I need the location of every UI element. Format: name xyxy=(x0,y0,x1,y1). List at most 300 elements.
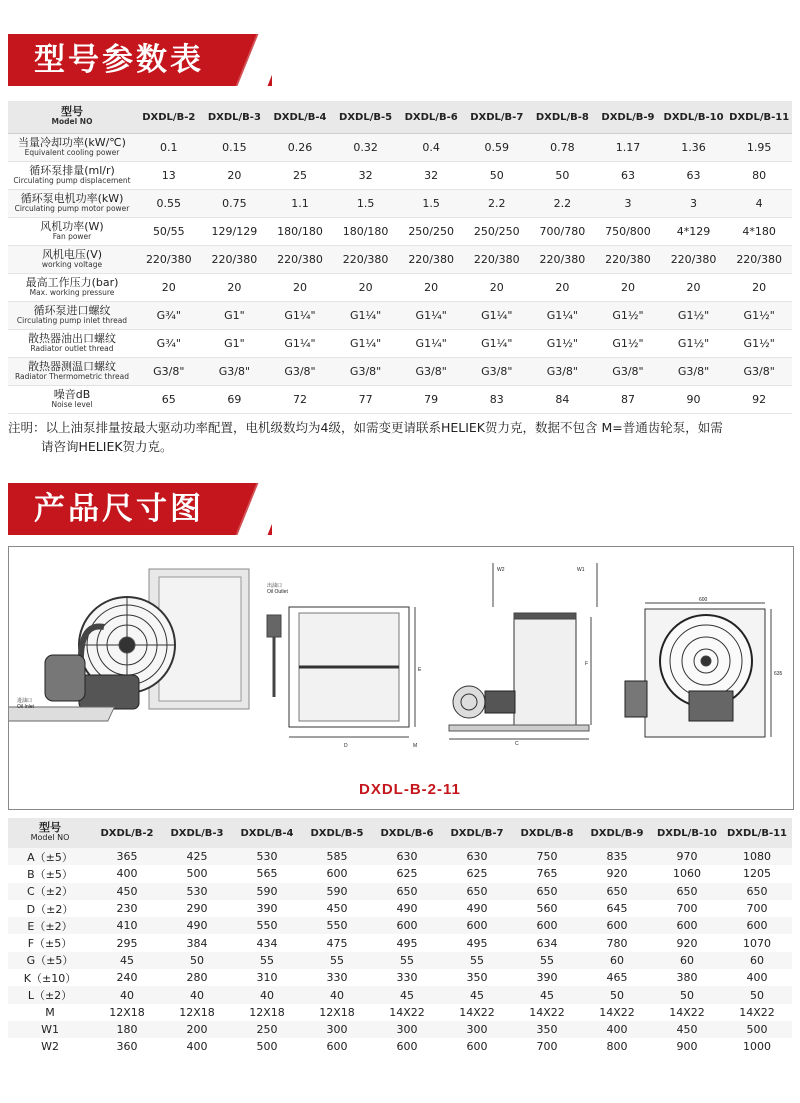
dim-m-label: M xyxy=(413,743,418,749)
table-cell: 0.4 xyxy=(398,134,464,162)
row-label xyxy=(8,386,136,414)
table-cell: 2.2 xyxy=(530,190,596,218)
table-cell: 1060 xyxy=(673,867,701,881)
row-label xyxy=(8,134,136,162)
row-label-cn: 最高工作压力(bar) xyxy=(25,275,119,289)
table-cell: G3/8" xyxy=(136,358,202,386)
row-label-en: working voltage xyxy=(41,259,103,269)
table-row xyxy=(8,162,792,190)
row-label-en: Noise level xyxy=(51,399,93,409)
table-cell: 200 xyxy=(162,1021,232,1038)
table-cell: 14X22 xyxy=(599,1005,635,1019)
table-cell: 20 xyxy=(661,274,727,302)
table-row xyxy=(8,302,792,330)
table-cell: 220/380 xyxy=(136,246,202,274)
table-cell: 920 xyxy=(606,867,628,881)
row-label-cn: 散热器测温口螺纹 xyxy=(28,359,116,373)
table-cell: 90 xyxy=(661,386,727,414)
table-cell: 92 xyxy=(726,386,792,414)
table-cell: G3/8" xyxy=(398,358,464,386)
dimension-drawing xyxy=(8,546,794,810)
row-label xyxy=(8,302,136,330)
table-cell: G1¼" xyxy=(267,330,333,358)
table-cell: 250/250 xyxy=(464,218,530,246)
table-cell: 40 xyxy=(232,986,302,1003)
dims-model-no-header-cn: 型号 xyxy=(39,821,61,834)
table-cell: 495 xyxy=(396,936,418,950)
table-cell: G¾" xyxy=(136,330,202,358)
table-cell: 0.59 xyxy=(464,134,530,162)
table-cell: 1.95 xyxy=(726,134,792,162)
table-cell: 800 xyxy=(606,1040,628,1054)
table-row xyxy=(8,969,792,986)
table-cell: 300 xyxy=(372,1021,442,1038)
table-cell: G1½" xyxy=(726,302,792,330)
table-cell: 69 xyxy=(202,386,268,414)
table-cell: 550 xyxy=(302,917,372,934)
note-line-1: 注明：以上油泵排量按最大驱动功率配置，电机级数均为4级，如需变更请联系HELIEK贺力克，数据不包含 M=普通齿轮泵，如需 xyxy=(8,420,723,435)
table-cell: 390 xyxy=(536,971,558,985)
model-no-header-cn: 型号 xyxy=(61,105,83,118)
table-cell: 55 xyxy=(302,952,372,969)
row-label xyxy=(8,162,136,190)
model-header: DXDL/B-4 xyxy=(267,101,333,134)
dims-model-header: DXDL/B-9 xyxy=(582,818,652,848)
table-row xyxy=(8,190,792,218)
table-cell: 310 xyxy=(256,971,278,985)
table-cell: G¾" xyxy=(136,302,202,330)
row-label-cn: 散热器油出口螺纹 xyxy=(28,331,116,345)
table-cell: 300 xyxy=(442,1021,512,1038)
table-cell: 360 xyxy=(116,1040,138,1054)
table-row xyxy=(8,330,792,358)
table-row xyxy=(8,952,792,969)
table-row xyxy=(8,246,792,274)
table-cell: 350 xyxy=(466,971,488,985)
table-cell: 220/380 xyxy=(267,246,333,274)
table-row xyxy=(8,134,792,162)
table-cell: 600 xyxy=(396,1040,418,1054)
table-cell: 40 xyxy=(92,986,162,1003)
row-label-cn: 循环泵进口螺纹 xyxy=(33,303,111,317)
table-cell: 300 xyxy=(302,1021,372,1038)
table-row xyxy=(8,1004,792,1021)
table-cell: 220/380 xyxy=(595,246,661,274)
table-cell: 0.1 xyxy=(136,134,202,162)
row-label xyxy=(8,246,136,274)
table-cell: G1¼" xyxy=(464,302,530,330)
oil-inlet-en-label: Oil Inlet xyxy=(17,704,34,710)
dims-section-title: 产品尺寸图 xyxy=(34,491,204,527)
row-label-en: Circulating pump motor power xyxy=(14,203,130,213)
table-cell: 14X22 xyxy=(739,1005,775,1019)
table-cell: 20 xyxy=(530,274,596,302)
table-cell: 14X22 xyxy=(529,1005,565,1019)
model-header: DXDL/B-8 xyxy=(530,101,596,134)
table-cell: 700 xyxy=(746,902,768,916)
table-cell: 530 xyxy=(232,848,302,865)
table-cell: 80 xyxy=(726,162,792,190)
table-cell: 450 xyxy=(92,883,162,900)
table-cell: 1.5 xyxy=(333,190,399,218)
table-cell: G3/8" xyxy=(661,358,727,386)
table-cell: 450 xyxy=(326,902,348,916)
table-cell: 920 xyxy=(676,936,698,950)
table-cell: 20 xyxy=(464,274,530,302)
table-cell: 400 xyxy=(116,867,138,881)
table-cell: 180 xyxy=(92,1021,162,1038)
dims-section-banner xyxy=(8,483,272,535)
table-cell: 55 xyxy=(232,952,302,969)
table-cell: 63 xyxy=(595,162,661,190)
table-cell: 32 xyxy=(398,162,464,190)
dims-table xyxy=(8,818,792,1056)
dims-model-header: DXDL/B-6 xyxy=(372,818,442,848)
drawing-svg xyxy=(9,547,793,809)
dim-w2-label: W2 xyxy=(497,567,505,573)
table-cell: G3/8" xyxy=(333,358,399,386)
table-cell: 220/380 xyxy=(333,246,399,274)
table-cell: 250/250 xyxy=(398,218,464,246)
table-cell: 1070 xyxy=(743,936,771,950)
table-cell: 585 xyxy=(302,848,372,865)
model-header: DXDL/B-5 xyxy=(333,101,399,134)
side-view xyxy=(449,563,597,739)
table-cell: 600 xyxy=(466,1040,488,1054)
dims-model-header: DXDL/B-11 xyxy=(722,818,792,848)
params-section-banner xyxy=(8,34,272,86)
table-row xyxy=(8,865,792,882)
row-label xyxy=(8,358,136,386)
table-cell: 590 xyxy=(232,883,302,900)
table-cell: 63 xyxy=(661,162,727,190)
model-header: DXDL/B-7 xyxy=(464,101,530,134)
row-label-en: Equivalent cooling power xyxy=(24,147,120,157)
table-cell: 230 xyxy=(116,902,138,916)
dim-w1-label: W1 xyxy=(577,567,585,573)
dim-635-label: 635 xyxy=(774,671,783,677)
table-row xyxy=(8,1021,792,1038)
dims-row-label: M xyxy=(45,1005,55,1019)
params-header-row xyxy=(8,101,792,134)
table-cell: 40 xyxy=(162,986,232,1003)
table-cell: 365 xyxy=(92,848,162,865)
table-cell: 50 xyxy=(722,986,792,1003)
table-cell: G1¼" xyxy=(398,302,464,330)
table-cell: 590 xyxy=(302,883,372,900)
table-row xyxy=(8,848,792,865)
table-cell: 13 xyxy=(136,162,202,190)
table-cell: 20 xyxy=(267,274,333,302)
table-cell: 765 xyxy=(536,867,558,881)
table-cell: 400 xyxy=(746,971,768,985)
table-cell: G1½" xyxy=(726,330,792,358)
table-cell: 600 xyxy=(722,917,792,934)
table-cell: 83 xyxy=(464,386,530,414)
table-cell: 400 xyxy=(582,1021,652,1038)
table-cell: 600 xyxy=(652,917,722,934)
dims-row-label: A（±5） xyxy=(8,848,92,865)
table-cell: 434 xyxy=(256,936,278,950)
params-table xyxy=(8,101,792,414)
table-cell: 45 xyxy=(92,952,162,969)
table-cell: 77 xyxy=(333,386,399,414)
dims-row-label: W2 xyxy=(41,1040,59,1054)
oil-outlet-cn-label: 出油口 xyxy=(267,583,283,589)
model-no-header xyxy=(8,101,136,134)
table-cell: 180/180 xyxy=(267,218,333,246)
row-label-cn: 循环泵电机功率(kW) xyxy=(20,191,124,205)
table-cell: 0.32 xyxy=(333,134,399,162)
table-cell: 750/800 xyxy=(595,218,661,246)
table-cell: 600 xyxy=(372,917,442,934)
table-cell: 60 xyxy=(722,952,792,969)
table-cell: 600 xyxy=(582,917,652,934)
table-cell: 32 xyxy=(333,162,399,190)
table-cell: 87 xyxy=(595,386,661,414)
table-cell: 350 xyxy=(512,1021,582,1038)
table-cell: G1¼" xyxy=(333,302,399,330)
table-cell: 180/180 xyxy=(333,218,399,246)
table-cell: 500 xyxy=(256,1040,278,1054)
table-cell: 129/129 xyxy=(202,218,268,246)
table-row xyxy=(8,218,792,246)
table-cell: G1¼" xyxy=(267,302,333,330)
model-header: DXDL/B-3 xyxy=(202,101,268,134)
table-cell: 25 xyxy=(267,162,333,190)
table-cell: 750 xyxy=(512,848,582,865)
table-cell: 490 xyxy=(162,917,232,934)
dims-model-header: DXDL/B-2 xyxy=(92,818,162,848)
table-row xyxy=(8,274,792,302)
table-cell: 60 xyxy=(582,952,652,969)
table-cell: 20 xyxy=(202,274,268,302)
table-cell: 650 xyxy=(442,883,512,900)
dims-row-label: L（±2） xyxy=(8,986,92,1003)
table-cell: 490 xyxy=(396,902,418,916)
table-row xyxy=(8,1038,792,1055)
table-cell: 20 xyxy=(202,162,268,190)
table-cell: 390 xyxy=(256,902,278,916)
table-cell: 220/380 xyxy=(661,246,727,274)
dims-model-header: DXDL/B-8 xyxy=(512,818,582,848)
row-label xyxy=(8,274,136,302)
table-cell: 650 xyxy=(722,883,792,900)
row-label xyxy=(8,330,136,358)
table-cell: 0.15 xyxy=(202,134,268,162)
row-label xyxy=(8,218,136,246)
table-cell: 0.75 xyxy=(202,190,268,218)
table-cell: 55 xyxy=(442,952,512,969)
table-cell: 50 xyxy=(464,162,530,190)
dims-row-label: D（±2） xyxy=(26,902,74,916)
table-cell: 600 xyxy=(326,1040,348,1054)
model-no-header-en: Model NO xyxy=(51,117,93,126)
table-cell: 650 xyxy=(512,883,582,900)
table-cell: G1½" xyxy=(595,302,661,330)
row-label-en: Radiator outlet thread xyxy=(30,343,114,353)
table-cell: 600 xyxy=(326,867,348,881)
dims-row-label: E（±2） xyxy=(8,917,92,934)
table-cell: 220/380 xyxy=(464,246,530,274)
table-cell: 50 xyxy=(582,986,652,1003)
dims-model-header: DXDL/B-7 xyxy=(442,818,512,848)
table-cell: 295 xyxy=(116,936,138,950)
table-cell: 500 xyxy=(722,1021,792,1038)
table-cell: 50 xyxy=(652,986,722,1003)
table-cell: 12X18 xyxy=(109,1005,145,1019)
table-cell: 700 xyxy=(676,902,698,916)
table-cell: 55 xyxy=(372,952,442,969)
table-cell: 0.78 xyxy=(530,134,596,162)
table-cell: 220/380 xyxy=(202,246,268,274)
drawing-caption: DXDL-B-2-11 xyxy=(359,781,461,798)
table-cell: 220/380 xyxy=(530,246,596,274)
dims-header-row xyxy=(8,818,792,848)
table-cell: 400 xyxy=(186,1040,208,1054)
table-cell: 12X18 xyxy=(249,1005,285,1019)
table-cell: 79 xyxy=(398,386,464,414)
dim-e-label: E xyxy=(418,667,422,673)
table-cell: 650 xyxy=(582,883,652,900)
table-cell: G3/8" xyxy=(202,358,268,386)
isometric-view xyxy=(9,569,249,721)
table-cell: G1½" xyxy=(661,302,727,330)
dims-row-label: C（±2） xyxy=(8,883,92,900)
table-cell: 45 xyxy=(372,986,442,1003)
table-cell: G1¼" xyxy=(333,330,399,358)
model-header: DXDL/B-2 xyxy=(136,101,202,134)
row-label xyxy=(8,190,136,218)
dims-model-no-header xyxy=(8,818,92,848)
table-cell: 50/55 xyxy=(136,218,202,246)
dims-model-no-header-en: Model NO xyxy=(30,833,70,842)
table-cell: 4*129 xyxy=(661,218,727,246)
dims-row-label: B（±5） xyxy=(27,867,73,881)
table-cell: 630 xyxy=(372,848,442,865)
row-label-cn: 风机电压(V) xyxy=(41,247,103,261)
table-cell: 900 xyxy=(676,1040,698,1054)
model-header: DXDL/B-11 xyxy=(726,101,792,134)
table-cell: 55 xyxy=(512,952,582,969)
table-cell: 780 xyxy=(606,936,628,950)
table-cell: 625 xyxy=(466,867,488,881)
dims-row-label: G（±5） xyxy=(8,952,92,969)
table-cell: 530 xyxy=(162,883,232,900)
table-cell: 240 xyxy=(116,971,138,985)
table-row xyxy=(8,934,792,951)
table-cell: G1½" xyxy=(530,330,596,358)
table-cell: 970 xyxy=(652,848,722,865)
table-cell: 60 xyxy=(652,952,722,969)
row-label-cn: 循环泵排量(ml/r) xyxy=(29,163,115,177)
table-cell: 14X22 xyxy=(389,1005,425,1019)
dim-600-label: 600 xyxy=(699,597,708,603)
table-row xyxy=(8,986,792,1003)
table-cell: 20 xyxy=(136,274,202,302)
dims-model-header: DXDL/B-10 xyxy=(652,818,722,848)
table-cell: 50 xyxy=(530,162,596,190)
table-cell: 1.36 xyxy=(661,134,727,162)
table-cell: 4 xyxy=(726,190,792,218)
table-cell: 280 xyxy=(186,971,208,985)
table-cell: 650 xyxy=(372,883,442,900)
oil-outlet-en-label: Oil Outlet xyxy=(267,589,288,595)
table-row xyxy=(8,883,792,900)
table-cell: 0.26 xyxy=(267,134,333,162)
table-cell: 1.5 xyxy=(398,190,464,218)
oil-inlet-cn-label: 进油口 xyxy=(17,698,33,704)
row-label-en: Radiator Thermometric thread xyxy=(15,371,129,381)
dims-row-label: K（±10） xyxy=(23,971,77,985)
table-cell: 14X22 xyxy=(459,1005,495,1019)
table-cell: 380 xyxy=(676,971,698,985)
table-cell: 700/780 xyxy=(530,218,596,246)
table-cell: G1½" xyxy=(595,330,661,358)
front-view xyxy=(267,607,415,737)
table-row xyxy=(8,358,792,386)
dims-row-label: F（±5） xyxy=(27,937,73,951)
table-cell: G3/8" xyxy=(530,358,596,386)
table-cell: 645 xyxy=(606,902,628,916)
table-cell: 65 xyxy=(136,386,202,414)
table-cell: 45 xyxy=(512,986,582,1003)
table-cell: 72 xyxy=(267,386,333,414)
table-cell: 330 xyxy=(396,971,418,985)
table-cell: 84 xyxy=(530,386,596,414)
table-cell: 4*180 xyxy=(726,218,792,246)
table-cell: 330 xyxy=(326,971,348,985)
dim-d-label: D xyxy=(344,743,348,749)
table-cell: G3/8" xyxy=(726,358,792,386)
table-cell: 20 xyxy=(333,274,399,302)
params-section-title: 型号参数表 xyxy=(34,42,204,78)
dim-c-label: C xyxy=(515,741,519,747)
table-cell: 14X22 xyxy=(669,1005,705,1019)
table-cell: 45 xyxy=(442,986,512,1003)
table-cell: 1080 xyxy=(722,848,792,865)
table-cell: 490 xyxy=(466,902,488,916)
table-cell: 560 xyxy=(536,902,558,916)
table-cell: 12X18 xyxy=(319,1005,355,1019)
table-cell: 384 xyxy=(186,936,208,950)
table-cell: 40 xyxy=(302,986,372,1003)
dim-f-label: F xyxy=(585,661,589,667)
table-cell: 3 xyxy=(595,190,661,218)
table-row xyxy=(8,900,792,917)
row-label-en: Max. working pressure xyxy=(29,287,115,297)
table-cell: 634 xyxy=(536,936,558,950)
table-cell: 650 xyxy=(652,883,722,900)
table-cell: G3/8" xyxy=(267,358,333,386)
table-cell: 0.55 xyxy=(136,190,202,218)
table-cell: 220/380 xyxy=(726,246,792,274)
note xyxy=(8,418,798,456)
model-header: DXDL/B-6 xyxy=(398,101,464,134)
table-cell: 1.17 xyxy=(595,134,661,162)
row-label-cn: 风机功率(W) xyxy=(40,219,104,233)
table-cell: 2.2 xyxy=(464,190,530,218)
dims-row-label: W1 xyxy=(8,1021,92,1038)
dims-model-header: DXDL/B-4 xyxy=(232,818,302,848)
table-cell: 410 xyxy=(92,917,162,934)
table-cell: G1¼" xyxy=(398,330,464,358)
table-cell: 600 xyxy=(512,917,582,934)
table-cell: 1205 xyxy=(743,867,771,881)
table-cell: 220/380 xyxy=(398,246,464,274)
table-cell: 450 xyxy=(652,1021,722,1038)
table-row xyxy=(8,917,792,934)
